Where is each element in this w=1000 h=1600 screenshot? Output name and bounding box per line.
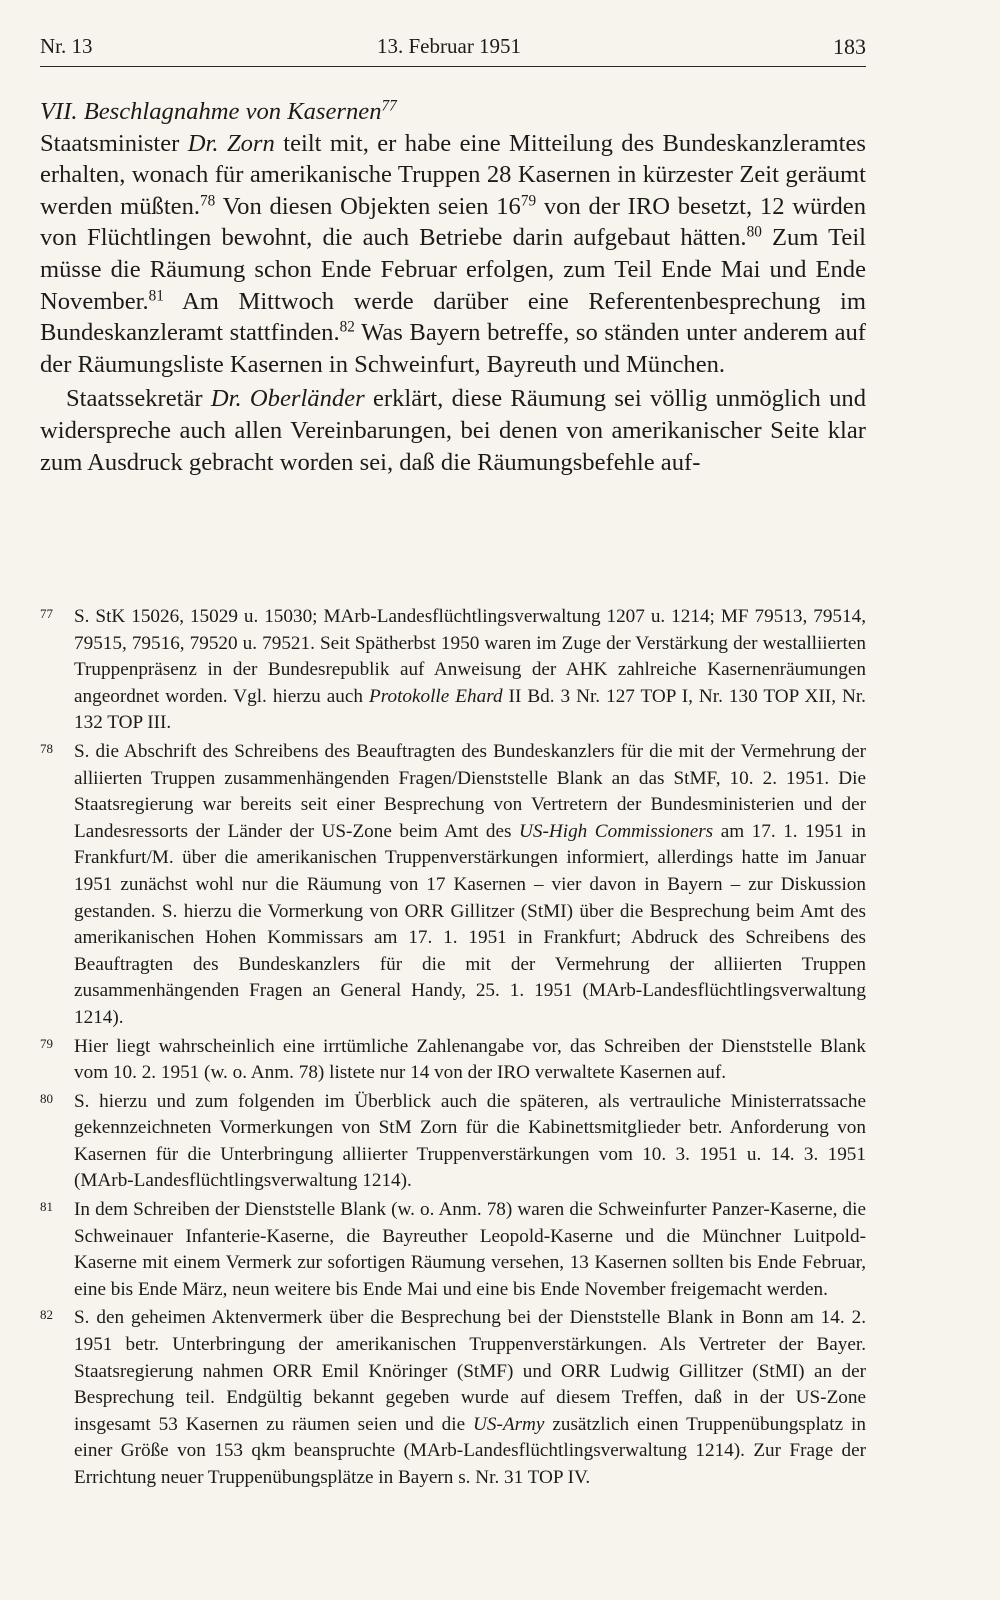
section-heading <box>40 96 866 128</box>
footnote-ref-77: 77 <box>381 97 397 115</box>
footnote-text: In dem Schreiben der Dienststelle Blank (w. o. Anm. 78) waren die Schweinfurter Panzer-Kaserne, die Schweinauer Infanterie-Kaserne, die Bayreuther Leopold-Kaserne und die Münchner Luitpold-Kaserne mit einem Vermerk zur sofortigen Räumung versehen, 13 Kasernen sollten bis Ende Februar, eine bis Ende März, neun weitere bis Ende Mai und eine bis Ende November freigemacht werden. <box>74 1199 866 1300</box>
footnote-mark: 80 <box>40 1090 53 1106</box>
p2-text-1: Staatssekretär <box>66 385 211 413</box>
footnote-text: S. die Abschrift des Schreibens des Beauftragten des Bundeskanzlers für die mit der Vermehrung der alliierten Truppen zusammenhängenden Fragen/Dienststelle Blank an das StMF, 10. 2. 1951. Die Staatsregierung war bereits seit einer Besprechung von Vertretern der Bundesministerien und der Landesressorts der Länder der US-Zone beim Amt des <box>74 740 866 842</box>
p1-text-4: Von diesen Objekten seien 16 <box>215 192 521 220</box>
footnote-79 <box>40 1034 866 1087</box>
footnote-ref-78: 78 <box>200 192 216 210</box>
paragraph-zorn <box>40 128 866 381</box>
footnote-81 <box>40 1197 866 1303</box>
footnote-77 <box>40 604 866 737</box>
footnotes <box>40 604 866 1494</box>
session-date: 13. Februar 1951 <box>377 34 522 58</box>
p1-text-5: von der IRO besetzt, 12 würden von Flüchtlingen bewohnt, die auch Betriebe darin aufgebaut hätten. <box>40 192 866 252</box>
footnote-80 <box>40 1089 866 1195</box>
p1-text-3: teilt mit, er habe eine Mitteilung des Bundeskanzleramtes erhalten, wonach für amerikanische Truppen 28 Kasernen in kürzester Zeit geräumt werden müßten. <box>40 129 867 220</box>
issue-number: Nr. 13 <box>40 34 93 58</box>
p2-text-3: erklärt, diese Räumung sei völlig unmöglich und widerspreche auch allen Vereinbarungen, bei denen von amerikanischer Seite klar zum Ausdruck gebracht worden sei, daß die Räumungsbefehle auf- <box>40 385 866 476</box>
p1-text-6: Zum Teil müsse die Räumung schon Ende Februar erfolgen, zum Teil Ende Mai und Ende November. <box>40 224 866 315</box>
paragraph-oberlaender <box>40 383 866 478</box>
footnote-ref-82: 82 <box>339 318 355 336</box>
footnote-mark: 82 <box>40 1307 53 1323</box>
footnote-text: S. StK 15026, 15029 u. 15030; MArb-Landesflüchtlingsverwaltung 1207 u. 1214; MF 79513, 79514, 79515, 79516, 79520 u. 79521. Seit Spätherbst 1950 waren im Zuge der Verstärkung der westalliierten Truppenpräsenz in der Bundesrepublik auf Anweisung der AHK zahlreiche Kasernenräumungen angeordnet worden. Vgl. hierzu auch <box>74 606 866 707</box>
footnote-ref-79: 79 <box>520 192 537 210</box>
footnote-mark: 79 <box>40 1035 53 1051</box>
footnote-text: am 17. 1. 1951 in Frankfurt/M. über die amerikanischen Truppenverstärkungen informiert, allerdings hatte im Januar 1951 zunächst wohl nur die Räumung von 17 Kasernen – vier davon in Bayern – zur Diskussion gestanden. S. hierzu die Vormerkung von ORR Gillitzer (StMI) über die Besprechung beim Amt des amerikanischen Hohen Kommissars am 17. 1. 1951 in Frankfurt; Abdruck des Schreibens des Beauftragten des Bundeskanzlers für die mit der Vermehrung der alliierten Truppen zusammenhängenden Fragen an General Handy, 25. 1. 1951 (MArb-Landesflüchtlingsverwaltung 1214). <box>74 820 866 1028</box>
page-number: 183 <box>833 34 866 59</box>
footnote-78 <box>40 739 866 1032</box>
p1-text-1: Staatsminister <box>40 129 188 157</box>
footnote-text: Hier liegt wahrscheinlich eine irrtümliche Zahlenangabe vor, das Schreiben der Dienststelle Blank vom 10. 2. 1951 (w. o. Anm. 78) listete nur 14 von der IRO verwaltete Kasernen auf. <box>74 1035 866 1084</box>
footnote-mark: 77 <box>40 606 53 621</box>
footnote-ref-81: 81 <box>148 287 164 305</box>
speaker-zorn: Dr. Zorn <box>187 129 275 157</box>
main-text <box>40 96 866 478</box>
footnote-italic: US-Army <box>473 1413 545 1435</box>
p1-text-8: Was Bayern betreffe, so ständen unter anderem auf der Räumungsliste Kasernen in Schweinfurt, Bayreuth und München. <box>40 319 866 378</box>
section-heading-text: VII. Beschlagnahme von Kasernen <box>40 98 382 125</box>
footnote-italic: Protokolle Ehard <box>369 685 503 707</box>
footnote-text: zusätzlich einen Truppenübungsplatz in einer Größe von 153 qkm beanspruchte (MArb-Landesflüchtlingsverwaltung 1214). Zur Frage der Errichtung neuer Truppenübungsplätze in Bayern s. Nr. 31 TOP IV. <box>74 1413 866 1488</box>
p1-text-7: Am Mittwoch werde darüber eine Referentenbesprechung im Bundeskanzleramt stattfinden. <box>40 287 866 347</box>
footnote-text: S. den geheimen Aktenvermerk über die Besprechung bei der Dienststelle Blank in Bonn am 14. 2. 1951 betr. Unterbringung der amerikanischen Truppenverstärkungen. Als Vertreter der Bayer. Staatsregierung nahmen ORR Emil Knöringer (StMF) und ORR Ludwig Gillitzer (StMI) an der Besprechung teil. Endgültig bekannt gegeben wurde auf diesem Treffen, daß in der US-Zone insgesamt 53 Kasernen zu räumen seien und die <box>74 1307 866 1435</box>
speaker-oberlaender: Dr. Oberländer <box>210 385 365 413</box>
footnote-text: S. hierzu und zum folgenden im Überblick auch die späteren, als vertrauliche Ministerratssache gekennzeichneten Vormerkungen von StM Zorn für die Kabinettsmitglieder betr. Anforderung von Kasernen für die Unterbringung alliierter Truppenverstärkungen vom 10. 3. 1951 u. 14. 3. 1951 (MArb-Landesflüchtlingsverwaltung 1214). <box>74 1090 866 1192</box>
footnote-82 <box>40 1305 866 1491</box>
header-rule <box>40 66 866 67</box>
footnote-mark: 81 <box>40 1199 53 1215</box>
footnote-mark: 78 <box>40 740 53 756</box>
footnote-italic: US-High Commissioners <box>519 820 714 842</box>
running-head <box>40 30 866 60</box>
footnote-ref-80: 80 <box>746 224 762 241</box>
footnote-text: II Bd. 3 Nr. 127 TOP I, Nr. 130 TOP XII, Nr. 132 TOP III. <box>74 685 866 734</box>
